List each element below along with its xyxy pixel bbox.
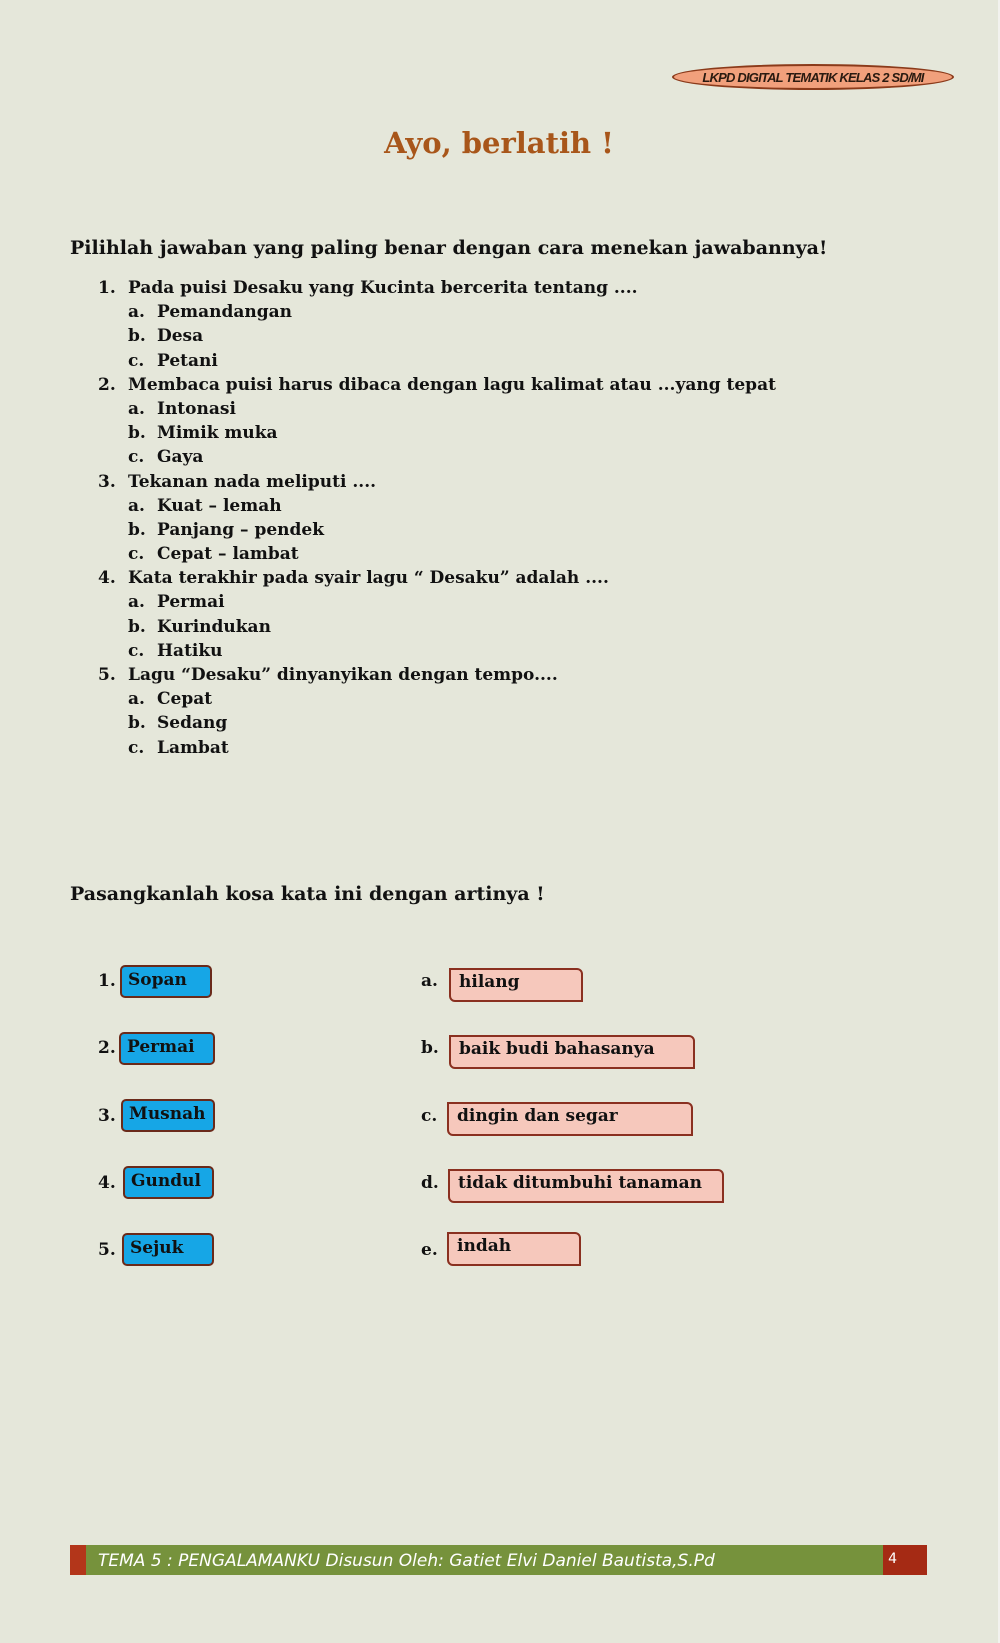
option-text[interactable]: Lambat — [157, 737, 229, 758]
answer-option[interactable] — [98, 421, 958, 445]
definition-indah[interactable]: indah — [447, 1232, 581, 1266]
question-number: 4. — [98, 568, 116, 589]
definition-baik-budi-bahasanya[interactable]: baik budi bahasanya — [449, 1035, 695, 1069]
question-text: Kata terakhir pada syair lagu “ Desaku” adalah .... — [128, 568, 609, 589]
option-letter: b. — [128, 713, 146, 734]
footer-accent-bar — [70, 1545, 86, 1575]
word-musnah[interactable]: Musnah — [121, 1099, 215, 1132]
answer-option[interactable] — [98, 639, 958, 663]
answer-option[interactable] — [98, 736, 958, 760]
option-letter: b. — [128, 423, 146, 444]
option-text[interactable]: Petani — [157, 350, 218, 371]
option-text[interactable]: Cepat — [157, 689, 213, 710]
option-text[interactable]: Hatiku — [157, 640, 223, 661]
option-letter: c. — [128, 737, 145, 758]
option-text[interactable]: Intonasi — [157, 398, 236, 419]
option-letter: a. — [128, 302, 145, 323]
question-number: 1. — [98, 278, 116, 298]
question-3 — [98, 470, 958, 494]
question-1 — [98, 276, 958, 300]
definition-tidak-ditumbuhi-tanaman[interactable]: tidak ditumbuhi tanaman — [448, 1169, 724, 1203]
option-text[interactable]: Mimik muka — [157, 423, 278, 444]
definition-letter: d. — [421, 1173, 439, 1193]
word-gundul[interactable]: Gundul — [123, 1166, 214, 1199]
option-letter: c. — [128, 640, 145, 661]
matching-instruction: Pasangkanlah kosa kata ini dengan artinya ! — [70, 883, 545, 905]
option-text[interactable]: Cepat – lambat — [157, 544, 299, 565]
option-letter: a. — [128, 592, 145, 613]
option-text[interactable]: Desa — [157, 326, 204, 347]
answer-option[interactable] — [98, 711, 958, 735]
question-text: Membaca puisi harus dibaca dengan lagu kalimat atau ...yang tepat — [128, 374, 776, 395]
word-number: 3. — [98, 1106, 116, 1126]
header-badge — [672, 64, 954, 90]
question-number: 2. — [98, 374, 116, 395]
option-letter: c. — [128, 447, 145, 468]
answer-option[interactable] — [98, 590, 958, 614]
option-letter: b. — [128, 616, 146, 637]
word-sejuk[interactable]: Sejuk — [122, 1233, 214, 1266]
option-letter: b. — [128, 519, 146, 540]
answer-option[interactable] — [98, 494, 958, 518]
option-letter: a. — [128, 689, 145, 710]
option-letter: a. — [128, 398, 145, 419]
option-letter: a. — [128, 495, 145, 516]
answer-option[interactable] — [98, 518, 958, 542]
question-number: 5. — [98, 665, 116, 685]
page-number: 4 — [888, 1551, 897, 1567]
question-2 — [98, 373, 958, 397]
option-text[interactable]: Panjang – pendek — [157, 519, 324, 540]
question-text: Pada puisi Desaku yang Kucinta bercerita tentang .... — [128, 278, 638, 298]
multiple-choice-quiz — [98, 276, 958, 760]
page-title: Ayo, berlatih ! — [384, 126, 614, 160]
word-number: 5. — [98, 1240, 116, 1260]
option-text[interactable]: Permai — [157, 592, 225, 613]
definition-letter: a. — [421, 971, 438, 991]
word-number: 4. — [98, 1173, 116, 1193]
answer-option[interactable] — [98, 349, 958, 373]
footer-text: TEMA 5 : PENGALAMANKU Disusun Oleh: Gatiet Elvi Daniel Bautista,S.Pd — [98, 1551, 715, 1571]
option-text[interactable]: Kurindukan — [157, 616, 271, 637]
question-number: 3. — [98, 471, 116, 492]
option-letter: c. — [128, 350, 145, 371]
header-badge-text: LKPD DIGITAL TEMATIK KELAS 2 SD/MI — [702, 69, 924, 85]
option-text[interactable]: Pemandangan — [157, 302, 293, 323]
page-footer — [70, 1545, 927, 1575]
answer-option[interactable] — [98, 542, 958, 566]
answer-option[interactable] — [98, 615, 958, 639]
answer-option[interactable] — [98, 324, 958, 348]
question-5 — [98, 663, 958, 687]
option-text[interactable]: Kuat – lemah — [157, 495, 282, 516]
question-text: Tekanan nada meliputi .... — [128, 471, 377, 492]
word-number: 2. — [98, 1038, 116, 1058]
option-text[interactable]: Sedang — [157, 713, 228, 734]
option-text[interactable]: Gaya — [157, 447, 204, 468]
question-text: Lagu “Desaku” dinyanyikan dengan tempo.... — [128, 665, 558, 685]
answer-option[interactable] — [98, 445, 958, 469]
definition-hilang[interactable]: hilang — [449, 968, 583, 1002]
answer-option[interactable] — [98, 397, 958, 421]
option-letter: b. — [128, 326, 146, 347]
word-permai[interactable]: Permai — [119, 1032, 215, 1065]
word-number: 1. — [98, 971, 116, 991]
answer-option[interactable] — [98, 300, 958, 324]
option-letter: c. — [128, 544, 145, 565]
word-sopan[interactable]: Sopan — [120, 965, 212, 998]
definition-letter: e. — [421, 1240, 438, 1260]
definition-letter: b. — [421, 1038, 439, 1058]
answer-option[interactable] — [98, 687, 958, 711]
definition-letter: c. — [421, 1106, 438, 1126]
question-4 — [98, 566, 958, 590]
multiple-choice-instruction: Pilihlah jawaban yang paling benar dengan cara menekan jawabannya! — [70, 237, 828, 259]
definition-dingin-dan-segar[interactable]: dingin dan segar — [447, 1102, 693, 1136]
